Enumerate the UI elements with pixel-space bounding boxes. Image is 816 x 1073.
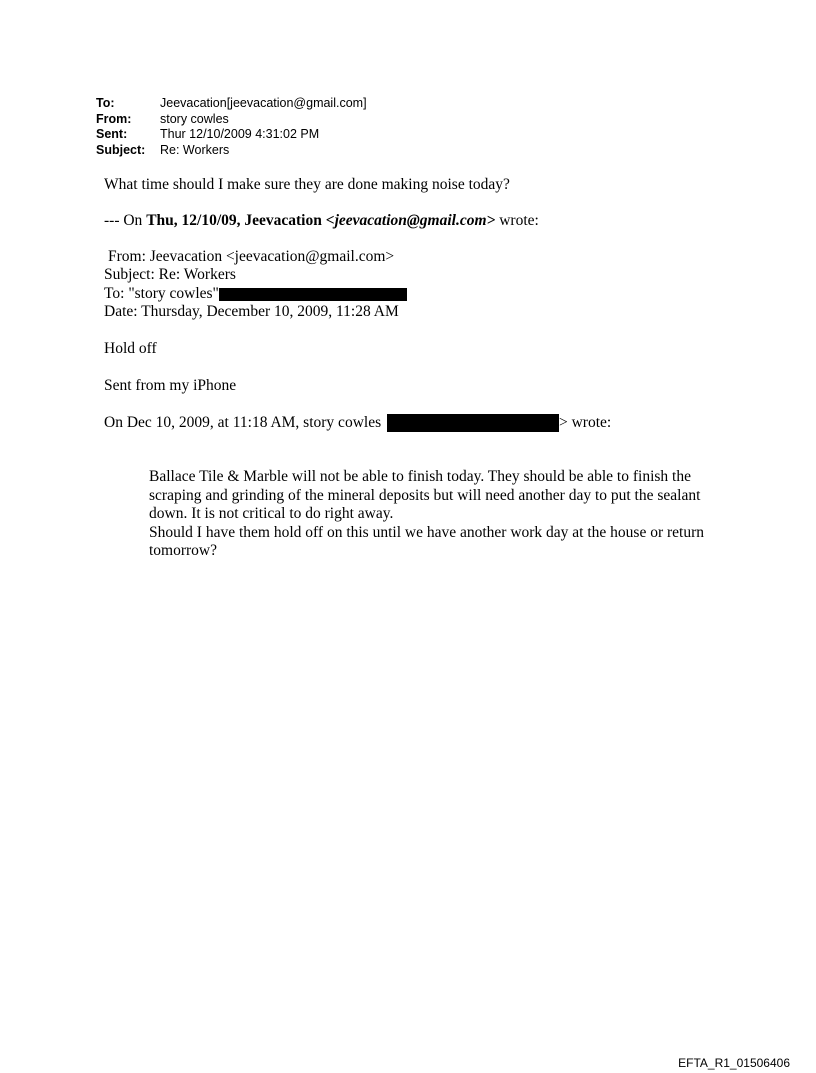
body-line: Ballace Tile & Marble will not be able to finish today. They should be able to finish the <box>149 468 691 485</box>
quote-intro-prefix: --- On <box>104 212 147 229</box>
body-line: scraping and grinding of the mineral deposits but will need another day to put the sealant <box>149 486 701 504</box>
subject-value: Re: Workers <box>160 142 230 157</box>
message-body <box>149 468 749 561</box>
subject-row <box>96 143 367 159</box>
quoted-from: From: Jeevacation <jeevacation@gmail.com> <box>108 248 395 265</box>
subject-label: Subject: <box>96 142 146 157</box>
sent-label: Sent: <box>96 127 128 141</box>
to-label: To: <box>96 96 115 110</box>
to-row <box>96 96 367 112</box>
body-line: tomorrow? <box>149 542 218 559</box>
inner-quote-suffix: > wrote: <box>558 414 612 431</box>
inner-quote-prefix: On Dec 10, 2009, at 11:18 AM, story cowles <box>104 414 385 431</box>
reply-line: What time should I make sure they are done making noise today? <box>104 176 510 193</box>
body-line: Should I have them hold off on this until we have another work day at the house or return <box>149 523 705 541</box>
email-header <box>96 96 367 158</box>
redaction-bar <box>387 414 559 432</box>
from-label: From: <box>96 111 132 126</box>
inner-quote-line <box>104 414 611 432</box>
sent-row <box>96 127 367 143</box>
quoted-subject: Subject: Re: Workers <box>104 266 236 283</box>
quote-intro <box>104 212 539 230</box>
sent-value: Thur 12/10/2009 4:31:02 PM <box>160 127 320 141</box>
from-value: story cowles <box>160 111 229 126</box>
quote-intro-date: Thu, 12/10/09, Jeevacation <box>146 212 326 229</box>
quote-intro-email: <jeevacation@gmail.com> <box>325 212 496 229</box>
document-id: EFTA_R1_01506406 <box>678 1056 790 1070</box>
signature-text: Sent from my iPhone <box>104 377 237 394</box>
quoted-to <box>104 285 407 303</box>
quoted-date: Date: Thursday, December 10, 2009, 11:28 AM <box>104 303 399 320</box>
to-value: Jeevacation[jeevacation@gmail.com] <box>160 96 367 110</box>
redaction-bar <box>219 288 407 301</box>
from-row <box>96 112 367 128</box>
quote-intro-suffix: wrote: <box>495 212 539 229</box>
quoted-to-prefix: To: "story cowles" <box>104 285 219 302</box>
hold-off-text: Hold off <box>104 340 157 357</box>
body-line: down. It is not critical to do right away. <box>149 505 394 522</box>
